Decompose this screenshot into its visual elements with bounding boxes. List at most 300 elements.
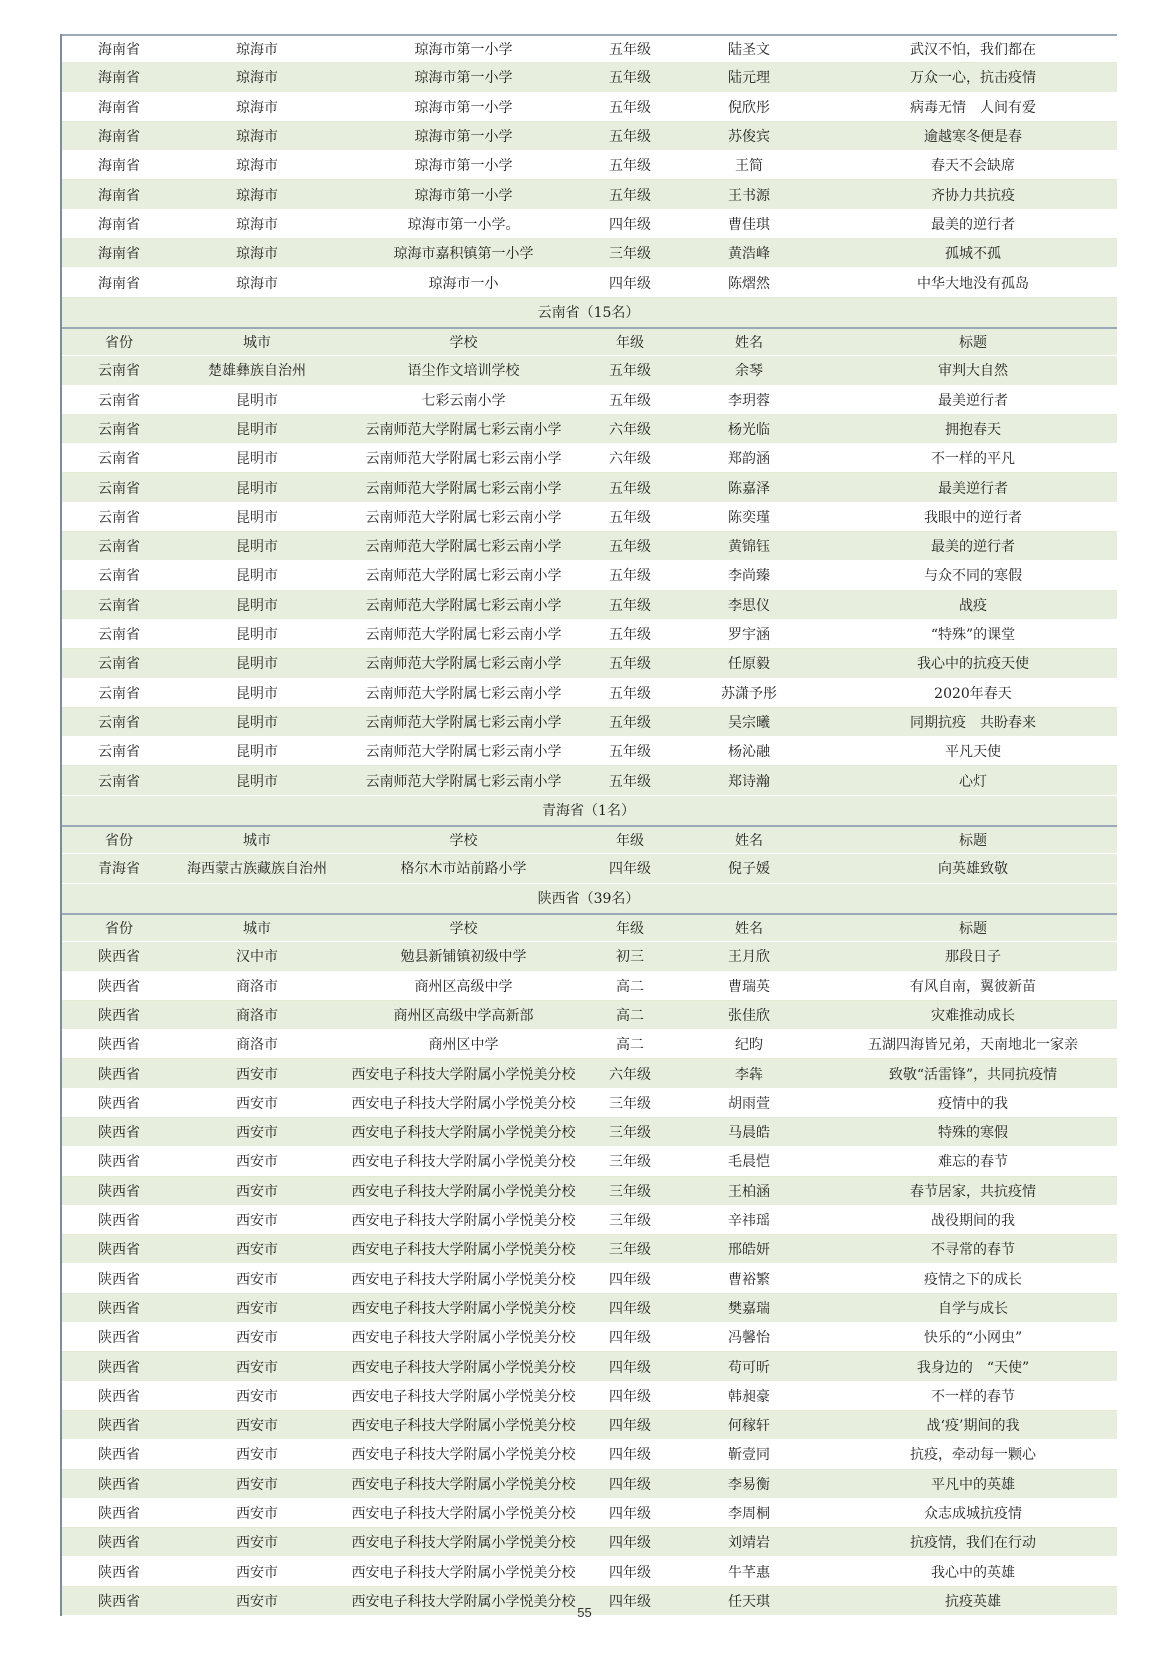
cell-school: 云南师范大学附属七彩云南小学 xyxy=(365,656,562,673)
table-row xyxy=(60,180,1117,209)
cell-name: 余琴 xyxy=(735,363,763,380)
table-row xyxy=(60,1528,1117,1557)
cell-province: 陕西省 xyxy=(98,1388,140,1405)
cell-city: 昆明市 xyxy=(236,451,278,468)
cell-school: 西安电子科技大学附属小学悦美分校 xyxy=(351,1447,576,1464)
cell-city: 商洛市 xyxy=(236,978,278,995)
cell-name: 李尚臻 xyxy=(728,568,770,585)
cell-province: 陕西省 xyxy=(98,1359,140,1376)
cell-city: 昆明市 xyxy=(236,597,278,614)
table-row xyxy=(60,1089,1117,1118)
cell-name: 韩昶豪 xyxy=(728,1388,770,1405)
cell-school: 西安电子科技大学附属小学悦美分校 xyxy=(351,1242,576,1259)
cell-grade: 三年级 xyxy=(609,1242,651,1259)
cell-province: 陕西省 xyxy=(98,1066,140,1083)
cell-grade: 五年级 xyxy=(609,42,651,59)
table-row xyxy=(60,1235,1117,1264)
cell-school: 云南师范大学附属七彩云南小学 xyxy=(365,744,562,761)
cell-school: 西安电子科技大学附属小学悦美分校 xyxy=(351,1535,576,1552)
cell-school: 西安电子科技大学附属小学悦美分校 xyxy=(351,1505,576,1522)
cell-province: 陕西省 xyxy=(98,1242,140,1259)
cell-province: 陕西省 xyxy=(98,1505,140,1522)
table-row xyxy=(60,737,1117,766)
cell-province: 云南省 xyxy=(98,509,140,526)
cell-school: 琼海市第一小学 xyxy=(414,187,513,204)
cell-title: 疫情中的我 xyxy=(938,1095,1008,1112)
table-row xyxy=(60,1059,1117,1088)
table-row xyxy=(60,942,1117,971)
cell-school: 西安电子科技大学附属小学悦美分校 xyxy=(351,1213,576,1230)
cell-name: 姓名 xyxy=(735,335,763,352)
cell-city: 昆明市 xyxy=(236,656,278,673)
cell-province: 海南省 xyxy=(98,70,140,87)
table-row xyxy=(60,1147,1117,1176)
cell-province: 海南省 xyxy=(98,275,140,292)
cell-school: 琼海市嘉积镇第一小学 xyxy=(393,246,534,263)
cell-city: 西安市 xyxy=(236,1242,278,1259)
cell-name: 王简 xyxy=(735,158,763,175)
cell-province: 省份 xyxy=(105,833,133,850)
cell-grade: 五年级 xyxy=(609,656,651,673)
cell-name: 苏潇予彤 xyxy=(721,685,777,702)
cell-grade: 五年级 xyxy=(609,480,651,497)
cell-city: 琼海市 xyxy=(236,158,278,175)
cell-grade: 三年级 xyxy=(609,1213,651,1230)
cell-school: 语尘作文培训学校 xyxy=(407,363,520,380)
cell-name: 姓名 xyxy=(735,921,763,938)
cell-name: 姓名 xyxy=(735,833,763,850)
cell-title: 最美的逆行者 xyxy=(931,539,1015,556)
cell-school: 格尔木市站前路小学 xyxy=(400,861,527,878)
cell-city: 琼海市 xyxy=(236,42,278,59)
table-row xyxy=(60,1206,1117,1235)
cell-name: 曹瑞英 xyxy=(728,978,770,995)
cell-name: 杨沁融 xyxy=(728,744,770,761)
cell-school: 西安电子科技大学附属小学悦美分校 xyxy=(351,1330,576,1347)
cell-grade: 四年级 xyxy=(609,216,651,233)
table-row xyxy=(60,444,1117,473)
cell-title: 标题 xyxy=(959,335,987,352)
cell-title: 我心中的抗疫天使 xyxy=(917,656,1029,673)
cell-title: 抗疫，牵动每一颗心 xyxy=(910,1447,1036,1464)
cell-city: 西安市 xyxy=(236,1593,278,1610)
cell-title: 最美的逆行者 xyxy=(931,216,1015,233)
cell-grade: 五年级 xyxy=(609,129,651,146)
cell-school: 云南师范大学附属七彩云南小学 xyxy=(365,597,562,614)
cell-city: 昆明市 xyxy=(236,627,278,644)
table-row xyxy=(60,1177,1117,1206)
cell-province: 陕西省 xyxy=(98,1007,140,1024)
cell-title: 病毒无情 人间有爱 xyxy=(910,99,1036,116)
cell-name: 王书源 xyxy=(728,187,770,204)
cell-school: 琼海市一小 xyxy=(428,275,499,292)
cell-title: “特殊”的课堂 xyxy=(930,627,1016,644)
cell-province: 云南省 xyxy=(98,773,140,790)
cell-grade: 四年级 xyxy=(609,1505,651,1522)
cell-province: 云南省 xyxy=(98,539,140,556)
cell-title: 战疫 xyxy=(959,597,987,614)
cell-name: 曹裕繁 xyxy=(728,1271,770,1288)
cell-city: 西安市 xyxy=(236,1330,278,1347)
cell-city: 昆明市 xyxy=(236,509,278,526)
cell-city: 商洛市 xyxy=(236,1037,278,1054)
cell-grade: 四年级 xyxy=(609,1300,651,1317)
table-row xyxy=(60,1557,1117,1586)
cell-name: 辛祎瑶 xyxy=(728,1213,770,1230)
cell-name: 王柏涵 xyxy=(728,1183,770,1200)
cell-name: 陈熠然 xyxy=(728,275,770,292)
cell-name: 杨光临 xyxy=(728,422,770,438)
section-title: 陕西省（39名） xyxy=(60,884,1117,913)
cell-grade: 年级 xyxy=(616,335,644,352)
cell-school: 西安电子科技大学附属小学悦美分校 xyxy=(351,1564,576,1581)
cell-grade: 年级 xyxy=(616,833,644,850)
cell-name: 牛芊惠 xyxy=(728,1564,770,1581)
cell-city: 城市 xyxy=(243,335,271,352)
cell-city: 昆明市 xyxy=(236,539,278,556)
cell-name: 毛晨恺 xyxy=(728,1154,770,1171)
cell-name: 倪子媛 xyxy=(728,861,770,878)
cell-name: 吴宗曦 xyxy=(728,714,770,731)
cell-city: 琼海市 xyxy=(236,246,278,263)
cell-grade: 五年级 xyxy=(609,568,651,585)
table-row xyxy=(60,151,1117,180)
cell-grade: 六年级 xyxy=(609,422,651,438)
table-row xyxy=(60,503,1117,532)
cell-school: 西安电子科技大学附属小学悦美分校 xyxy=(351,1095,576,1112)
cell-school: 西安电子科技大学附属小学悦美分校 xyxy=(351,1359,576,1376)
cell-grade: 五年级 xyxy=(609,773,651,790)
cell-grade: 五年级 xyxy=(609,685,651,702)
cell-name: 倪欣彤 xyxy=(728,99,770,116)
cell-province: 陕西省 xyxy=(98,1300,140,1317)
table-row xyxy=(60,415,1117,444)
cell-city: 西安市 xyxy=(236,1564,278,1581)
cell-title: 逾越寒冬便是春 xyxy=(924,129,1022,146)
cell-grade: 六年级 xyxy=(609,1066,651,1083)
cell-school: 云南师范大学附属七彩云南小学 xyxy=(365,714,562,731)
table-header-row xyxy=(60,327,1117,356)
table-row xyxy=(60,34,1117,63)
cell-city: 琼海市 xyxy=(236,129,278,146)
table-row xyxy=(60,532,1117,561)
page-number: 55 xyxy=(577,1605,592,1620)
cell-name: 邢皓妍 xyxy=(728,1242,770,1259)
cell-school: 琼海市第一小学。 xyxy=(407,216,520,233)
cell-province: 陕西省 xyxy=(98,1095,140,1112)
cell-city: 楚雄彝族自治州 xyxy=(208,363,306,380)
table-row xyxy=(60,210,1117,239)
cell-grade: 五年级 xyxy=(609,714,651,731)
cell-province: 云南省 xyxy=(98,363,140,380)
cell-name: 曹佳琪 xyxy=(728,216,770,233)
cell-name: 陈奕瑾 xyxy=(728,509,770,526)
cell-grade: 五年级 xyxy=(609,70,651,87)
cell-city: 西安市 xyxy=(236,1388,278,1405)
cell-title: 特殊的寒假 xyxy=(938,1125,1008,1142)
cell-school: 云南师范大学附属七彩云南小学 xyxy=(365,539,562,556)
cell-title: 抗疫英雄 xyxy=(945,1593,1001,1610)
cell-name: 陈嘉泽 xyxy=(728,480,770,497)
cell-school: 琼海市第一小学 xyxy=(414,99,513,116)
cell-province: 云南省 xyxy=(98,568,140,585)
cell-school: 商州区高级中学 xyxy=(414,978,513,995)
cell-grade: 五年级 xyxy=(609,187,651,204)
cell-grade: 三年级 xyxy=(609,246,651,263)
table-row xyxy=(60,561,1117,590)
cell-grade: 四年级 xyxy=(609,1359,651,1376)
cell-school: 西安电子科技大学附属小学悦美分校 xyxy=(351,1183,576,1200)
cell-title: 万众一心，抗击疫情 xyxy=(910,70,1036,87)
table-row xyxy=(60,473,1117,502)
cell-name: 罗宇涵 xyxy=(728,627,770,644)
cell-name: 李思仪 xyxy=(728,597,770,614)
cell-title: 有风自南，翼彼新苗 xyxy=(910,978,1036,995)
cell-title: 标题 xyxy=(959,833,987,850)
cell-province: 陕西省 xyxy=(98,1593,140,1610)
cell-city: 昆明市 xyxy=(236,685,278,702)
cell-name: 郑诗瀚 xyxy=(728,773,770,790)
cell-city: 城市 xyxy=(243,921,271,938)
cell-name: 胡雨萱 xyxy=(728,1095,770,1112)
cell-school: 云南师范大学附属七彩云南小学 xyxy=(365,480,562,497)
cell-province: 陕西省 xyxy=(98,978,140,995)
cell-province: 云南省 xyxy=(98,627,140,644)
cell-province: 陕西省 xyxy=(98,949,140,966)
cell-province: 云南省 xyxy=(98,451,140,468)
cell-school: 西安电子科技大学附属小学悦美分校 xyxy=(351,1476,576,1493)
cell-grade: 五年级 xyxy=(609,597,651,614)
cell-title: 快乐的“小网虫” xyxy=(923,1330,1023,1347)
cell-grade: 高二 xyxy=(616,1037,644,1054)
cell-school: 七彩云南小学 xyxy=(421,392,506,409)
cell-school: 西安电子科技大学附属小学悦美分校 xyxy=(351,1418,576,1435)
cell-province: 陕西省 xyxy=(98,1037,140,1054)
cell-title: 不一样的春节 xyxy=(931,1388,1015,1405)
cell-name: 苏俊宾 xyxy=(728,129,770,146)
cell-city: 琼海市 xyxy=(236,187,278,204)
section-title: 青海省（1名） xyxy=(60,796,1117,825)
cell-grade: 五年级 xyxy=(609,627,651,644)
table-row xyxy=(60,1264,1117,1293)
cell-grade: 三年级 xyxy=(609,1125,651,1142)
cell-school: 琼海市第一小学 xyxy=(414,158,513,175)
cell-school: 琼海市第一小学 xyxy=(414,129,513,146)
table-row xyxy=(60,93,1117,122)
cell-city: 城市 xyxy=(243,833,271,850)
cell-province: 云南省 xyxy=(98,422,140,438)
cell-grade: 四年级 xyxy=(609,1418,651,1435)
cell-title: 不一样的平凡 xyxy=(931,451,1015,468)
cell-school: 勉县新铺镇初级中学 xyxy=(400,949,527,966)
cell-name: 王月欣 xyxy=(728,949,770,966)
cell-city: 昆明市 xyxy=(236,568,278,585)
cell-province: 云南省 xyxy=(98,744,140,761)
cell-title: 春天不会缺席 xyxy=(931,158,1015,175)
cell-title: 拥抱春天 xyxy=(945,422,1001,438)
cell-city: 琼海市 xyxy=(236,99,278,116)
cell-city: 西安市 xyxy=(236,1447,278,1464)
cell-city: 昆明市 xyxy=(236,744,278,761)
cell-city: 西安市 xyxy=(236,1183,278,1200)
cell-grade: 初三 xyxy=(616,949,644,966)
cell-city: 西安市 xyxy=(236,1535,278,1552)
cell-title: 我心中的英雄 xyxy=(931,1564,1015,1581)
cell-province: 海南省 xyxy=(98,246,140,263)
cell-title: 平凡中的英雄 xyxy=(931,1476,1015,1493)
cell-province: 海南省 xyxy=(98,187,140,204)
cell-province: 陕西省 xyxy=(98,1271,140,1288)
cell-school: 琼海市第一小学 xyxy=(414,42,513,59)
table-row xyxy=(60,268,1117,297)
cell-school: 云南师范大学附属七彩云南小学 xyxy=(365,627,562,644)
cell-city: 西安市 xyxy=(236,1095,278,1112)
cell-name: 任原毅 xyxy=(728,656,770,673)
cell-title: 灾难推动成长 xyxy=(931,1007,1015,1024)
cell-school: 西安电子科技大学附属小学悦美分校 xyxy=(351,1593,576,1610)
cell-school: 西安电子科技大学附属小学悦美分校 xyxy=(351,1271,576,1288)
cell-title: 我眼中的逆行者 xyxy=(924,509,1022,526)
table-row xyxy=(60,1440,1117,1469)
cell-province: 陕西省 xyxy=(98,1564,140,1581)
cell-title: 疫情之下的成长 xyxy=(924,1271,1022,1288)
cell-title: 五湖四海皆兄弟，天南地北一家亲 xyxy=(868,1037,1078,1054)
cell-title: 不寻常的春节 xyxy=(931,1242,1015,1259)
cell-grade: 五年级 xyxy=(609,509,651,526)
section-title: 云南省（15名） xyxy=(60,298,1117,327)
cell-city: 西安市 xyxy=(236,1300,278,1317)
cell-title: 最美逆行者 xyxy=(938,480,1008,497)
cell-province: 陕西省 xyxy=(98,1125,140,1142)
cell-city: 汉中市 xyxy=(236,949,278,966)
cell-name: 纪昀 xyxy=(735,1037,763,1054)
cell-title: 难忘的春节 xyxy=(938,1154,1008,1171)
cell-grade: 年级 xyxy=(616,921,644,938)
cell-province: 云南省 xyxy=(98,597,140,614)
cell-grade: 高二 xyxy=(616,978,644,995)
cell-title: 自学与成长 xyxy=(938,1300,1008,1317)
cell-province: 陕西省 xyxy=(98,1476,140,1493)
cell-grade: 五年级 xyxy=(609,99,651,116)
cell-grade: 四年级 xyxy=(609,1330,651,1347)
table-row xyxy=(60,591,1117,620)
cell-city: 商洛市 xyxy=(236,1007,278,1024)
table-row xyxy=(60,854,1117,883)
table-row xyxy=(60,1352,1117,1381)
cell-province: 海南省 xyxy=(98,216,140,233)
cell-name: 郑韵涵 xyxy=(728,451,770,468)
cell-name: 李玥蓉 xyxy=(728,392,770,409)
cell-title: 战役期间的我 xyxy=(931,1213,1015,1230)
table-row xyxy=(60,63,1117,92)
cell-grade: 五年级 xyxy=(609,158,651,175)
cell-school: 云南师范大学附属七彩云南小学 xyxy=(365,568,562,585)
cell-province: 云南省 xyxy=(98,656,140,673)
cell-grade: 三年级 xyxy=(609,1183,651,1200)
cell-province: 云南省 xyxy=(98,392,140,409)
cell-title: 心灯 xyxy=(959,773,987,790)
cell-province: 陕西省 xyxy=(98,1418,140,1435)
cell-province: 省份 xyxy=(105,335,133,352)
table-row xyxy=(60,620,1117,649)
cell-school: 商州区中学 xyxy=(428,1037,499,1054)
table-row xyxy=(60,1499,1117,1528)
cell-name: 樊嘉瑞 xyxy=(728,1300,770,1317)
cell-title: 中华大地没有孤岛 xyxy=(917,275,1029,292)
cell-grade: 五年级 xyxy=(609,363,651,380)
table-row xyxy=(60,1411,1117,1440)
cell-city: 昆明市 xyxy=(236,392,278,409)
cell-grade: 五年级 xyxy=(609,392,651,409)
cell-title: 武汉不怕，我们都在 xyxy=(910,42,1036,59)
cell-school: 学校 xyxy=(449,833,478,850)
cell-title: 那段日子 xyxy=(945,949,1001,966)
cell-province: 陕西省 xyxy=(98,1213,140,1230)
cell-name: 冯馨怡 xyxy=(728,1330,770,1347)
cell-grade: 六年级 xyxy=(609,451,651,468)
cell-province: 陕西省 xyxy=(98,1447,140,1464)
cell-title: 孤城不孤 xyxy=(945,246,1001,263)
table-row xyxy=(60,239,1117,268)
cell-title: 平凡天使 xyxy=(945,744,1001,761)
cell-grade: 四年级 xyxy=(609,1476,651,1493)
cell-name: 何稼轩 xyxy=(728,1418,770,1435)
cell-name: 靳壹同 xyxy=(728,1447,770,1464)
cell-school: 西安电子科技大学附属小学悦美分校 xyxy=(351,1388,576,1405)
cell-school: 云南师范大学附属七彩云南小学 xyxy=(365,773,562,790)
cell-city: 昆明市 xyxy=(236,714,278,731)
cell-grade: 四年级 xyxy=(609,1388,651,1405)
cell-province: 陕西省 xyxy=(98,1183,140,1200)
cell-school: 学校 xyxy=(449,335,478,352)
cell-grade: 四年级 xyxy=(609,1271,651,1288)
award-list-document xyxy=(60,34,1117,1616)
table-row xyxy=(60,1001,1117,1030)
cell-grade: 五年级 xyxy=(609,539,651,556)
cell-title: 众志成城抗疫情 xyxy=(924,1505,1022,1522)
cell-city: 西安市 xyxy=(236,1359,278,1376)
cell-grade: 三年级 xyxy=(609,1154,651,1171)
cell-title: 审判大自然 xyxy=(938,363,1008,380)
table-row xyxy=(60,1294,1117,1323)
cell-name: 马晨皓 xyxy=(728,1125,770,1142)
cell-school: 西安电子科技大学附属小学悦美分校 xyxy=(351,1125,576,1142)
cell-school: 云南师范大学附属七彩云南小学 xyxy=(365,451,562,468)
cell-grade: 高二 xyxy=(616,1007,644,1024)
cell-province: 陕西省 xyxy=(98,1330,140,1347)
table-row xyxy=(60,708,1117,737)
cell-province: 陕西省 xyxy=(98,1154,140,1171)
table-row xyxy=(60,679,1117,708)
table-header-row xyxy=(60,825,1117,854)
table-row xyxy=(60,1030,1117,1059)
cell-grade: 四年级 xyxy=(609,1593,651,1610)
cell-grade: 四年级 xyxy=(609,861,651,878)
cell-school: 云南师范大学附属七彩云南小学 xyxy=(365,685,562,702)
cell-province: 省份 xyxy=(105,921,133,938)
table-row xyxy=(60,972,1117,1001)
cell-grade: 四年级 xyxy=(609,275,651,292)
cell-name: 李易衡 xyxy=(728,1476,770,1493)
cell-title: 致敬“活雷锋”，共同抗疫情 xyxy=(888,1066,1058,1083)
table-row xyxy=(60,766,1117,795)
cell-province: 云南省 xyxy=(98,480,140,497)
cell-province: 海南省 xyxy=(98,42,140,59)
table-row xyxy=(60,386,1117,415)
cell-city: 昆明市 xyxy=(236,773,278,790)
cell-city: 海西蒙古族藏族自治州 xyxy=(187,861,327,878)
cell-city: 西安市 xyxy=(236,1418,278,1435)
